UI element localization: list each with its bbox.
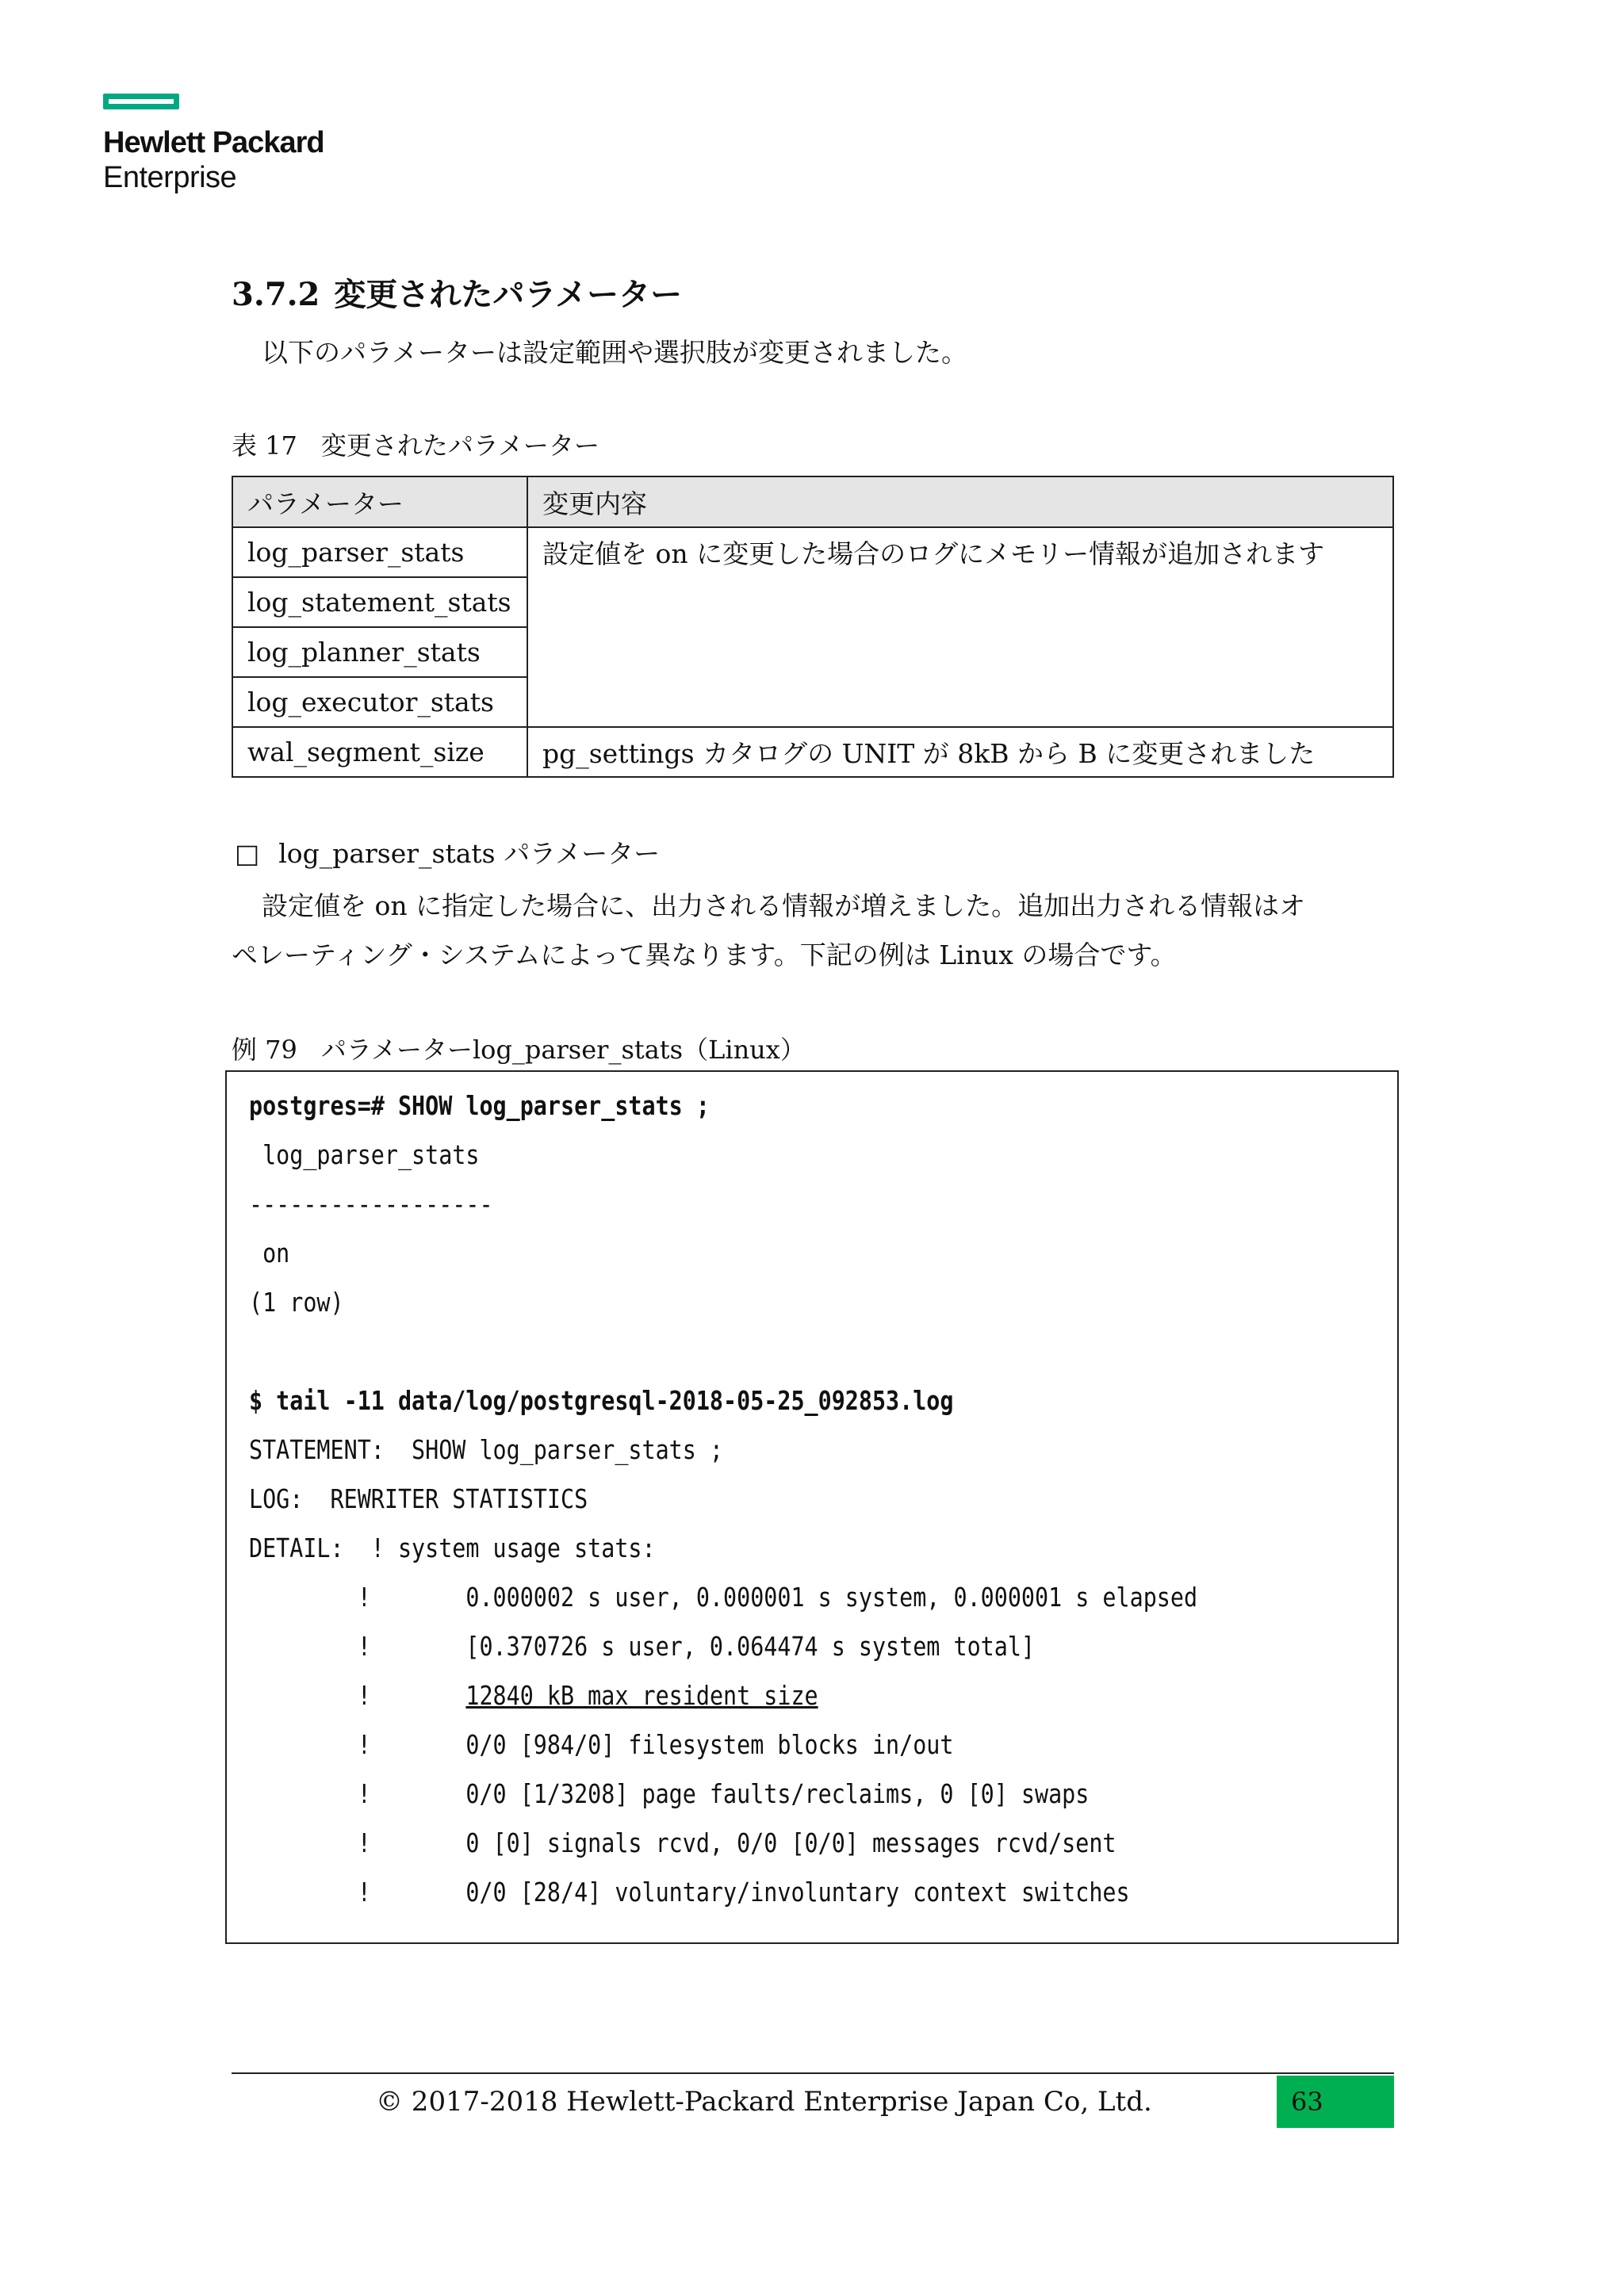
checkbox-square-icon: □ bbox=[235, 838, 260, 869]
param-name: log_parser_stats bbox=[232, 527, 527, 577]
footer-divider bbox=[232, 2072, 1394, 2074]
bullet-text: log_parser_stats パラメーター bbox=[278, 838, 661, 869]
code-line-prefix: ! bbox=[249, 1680, 466, 1711]
code-line: ! 0.000002 s user, 0.000001 s system, 0.000001 s elapsed bbox=[249, 1582, 1198, 1613]
code-line: on bbox=[249, 1238, 290, 1269]
code-line: ! 0 [0] signals rcvd, 0/0 [0/0] messages rcvd/sent bbox=[249, 1827, 1116, 1858]
logo-bar-icon bbox=[103, 94, 179, 109]
code-line: STATEMENT: SHOW log_parser_stats ; bbox=[249, 1434, 724, 1465]
code-line: DETAIL: ! system usage stats: bbox=[249, 1533, 656, 1563]
table-header-row bbox=[232, 476, 1393, 527]
param-change-desc: pg_settings カタログの UNIT が 8kB から B に変更されました bbox=[527, 727, 1393, 777]
param-change-desc: 設定値を on に変更した場合のログにメモリー情報が追加されます bbox=[527, 527, 1393, 727]
code-line: ! 0/0 [28/4] voluntary/involuntary context switches bbox=[249, 1877, 1130, 1908]
parameters-table bbox=[232, 476, 1394, 778]
table-header: パラメーター bbox=[232, 476, 527, 527]
body-paragraph bbox=[232, 882, 1405, 980]
table-caption-title: 変更されたパラメーター bbox=[320, 430, 599, 461]
section-heading bbox=[232, 273, 682, 317]
table-caption-label: 表 17 bbox=[232, 430, 297, 461]
table-caption bbox=[232, 428, 599, 463]
code-line: ------------------ bbox=[249, 1188, 493, 1219]
hpe-logo bbox=[103, 94, 324, 195]
code-line: $ tail -11 data/log/postgresql-2018-05-25_092853.log bbox=[249, 1385, 954, 1416]
footer-copyright: © 2017-2018 Hewlett-Packard Enterprise Japan Co, Ltd. bbox=[376, 2086, 1152, 2118]
code-line: log_parser_stats bbox=[249, 1139, 480, 1170]
param-name: wal_segment_size bbox=[232, 727, 527, 777]
param-name: log_executor_stats bbox=[232, 677, 527, 727]
logo-line2: Enterprise bbox=[103, 161, 237, 194]
code-example-box bbox=[225, 1070, 1399, 1944]
paragraph-line: ペレーティング・システムによって異なります。下記の例は Linux の場合です。 bbox=[232, 939, 1177, 970]
code-line: LOG: REWRITER STATISTICS bbox=[249, 1483, 588, 1514]
example-caption-title: パラメーターlog_parser_stats（Linux） bbox=[320, 1035, 806, 1065]
subsection-bullet bbox=[235, 834, 660, 874]
paragraph-line: 設定値を on に指定した場合に、出力される情報が増えました。追加出力される情報はオ bbox=[262, 890, 1306, 921]
code-line: ! 0/0 [1/3208] page faults/reclaims, 0 [0] swaps bbox=[249, 1778, 1090, 1809]
param-name: log_planner_stats bbox=[232, 627, 527, 677]
code-line: (1 row) bbox=[249, 1287, 344, 1318]
example-caption bbox=[232, 1032, 806, 1067]
code-line bbox=[249, 1679, 818, 1712]
intro-text: 以下のパラメーターは設定範囲や選択肢が変更されました。 bbox=[262, 337, 968, 368]
underlined-highlight: 12840 kB max resident size bbox=[465, 1680, 818, 1711]
section-title: 変更されたパラメーター bbox=[334, 276, 683, 313]
code-line: ! [0.370726 s user, 0.064474 s system total] bbox=[249, 1631, 1036, 1662]
example-caption-label: 例 79 bbox=[232, 1035, 297, 1065]
section-number: 3.7.2 bbox=[232, 276, 320, 313]
table-row bbox=[232, 727, 1393, 777]
table-row bbox=[232, 527, 1393, 577]
page-number: 63 bbox=[1277, 2076, 1394, 2128]
code-line: postgres=# SHOW log_parser_stats ; bbox=[249, 1090, 710, 1121]
param-name: log_statement_stats bbox=[232, 577, 527, 627]
code-line: ! 0/0 [984/0] filesystem blocks in/out bbox=[249, 1729, 954, 1760]
table-header: 変更内容 bbox=[527, 476, 1393, 527]
logo-line1: Hewlett Packard bbox=[103, 126, 324, 159]
